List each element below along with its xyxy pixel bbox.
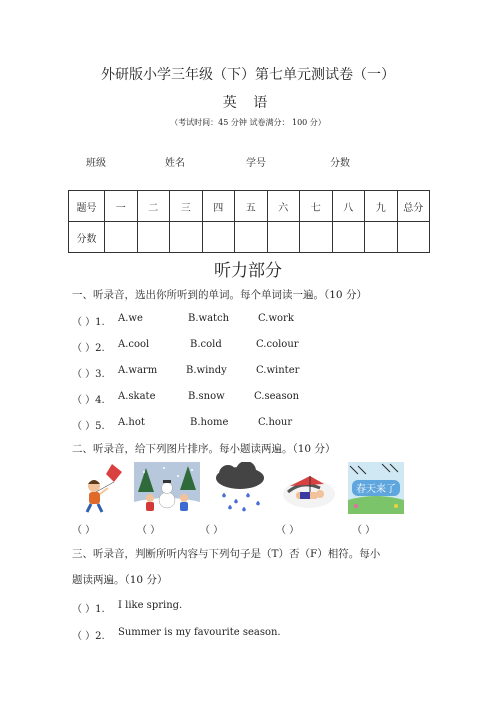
- table-column-header: 九: [365, 191, 398, 222]
- option-c: C.work: [258, 313, 294, 324]
- snowman-picture: [134, 462, 200, 514]
- score-cell[interactable]: [332, 222, 365, 253]
- score-table: [68, 190, 430, 253]
- answer-blank[interactable]: （ ）: [352, 525, 376, 536]
- score-cell[interactable]: [365, 222, 398, 253]
- score-label: 分数: [330, 158, 350, 169]
- option-a: A.we: [118, 313, 143, 324]
- option-c: C.winter: [256, 365, 300, 376]
- section3-heading-continued: 题读两遍。（10 分）: [72, 574, 168, 586]
- option-b: B.home: [190, 417, 229, 428]
- listening-section-title: 听力部分: [214, 261, 282, 281]
- option-a: A.hot: [118, 417, 145, 428]
- score-cell[interactable]: [397, 222, 430, 253]
- section1-heading: 一、听录音，选出你所听到的单词。每个单词读一遍。（10 分）: [72, 289, 367, 301]
- table-column-header: 四: [202, 191, 235, 222]
- answer-blank[interactable]: （ ）: [72, 525, 96, 536]
- statement-text: I like spring.: [118, 600, 183, 611]
- question-number: （ ）4.: [72, 395, 105, 406]
- kite-flying-picture: [72, 462, 128, 514]
- statement-text: Summer is my favourite season.: [118, 627, 281, 638]
- spring-picture: [348, 462, 404, 514]
- answer-blank[interactable]: （ ）: [276, 525, 300, 536]
- table-column-header: 五: [235, 191, 268, 222]
- score-cell[interactable]: [137, 222, 170, 253]
- section3-heading: 三、听录音，判断所听内容与下列句子是（T）否（F）相符。每小: [72, 548, 381, 560]
- option-b: B.snow: [188, 391, 225, 402]
- question-number: （ ）3.: [72, 369, 105, 380]
- score-cell[interactable]: [267, 222, 300, 253]
- option-c: C.colour: [256, 339, 299, 350]
- subject-title: 英 语: [222, 95, 274, 111]
- picture-row: [72, 462, 412, 514]
- table-row-label: 题号: [69, 191, 105, 222]
- score-cell[interactable]: [235, 222, 268, 253]
- option-b: B.windy: [186, 365, 227, 376]
- option-b: B.watch: [188, 313, 230, 324]
- option-c: C.hour: [258, 417, 293, 428]
- score-cell[interactable]: [202, 222, 235, 253]
- name-label: 姓名: [165, 158, 185, 169]
- question-number: （ ）1.: [72, 317, 105, 328]
- option-a: A.cool: [118, 339, 150, 350]
- section2-heading: 二、听录音，给下列图片排序。每小题读两遍。（10 分）: [72, 443, 336, 455]
- sunbathing-picture: [280, 462, 338, 514]
- score-cell[interactable]: [105, 222, 138, 253]
- table-column-header: 二: [137, 191, 170, 222]
- score-table-header-row: [69, 191, 430, 222]
- option-b: B.cold: [190, 339, 222, 350]
- table-column-header: 总分: [397, 191, 430, 222]
- table-column-header: 一: [105, 191, 138, 222]
- spring-banner-text: 春天来了: [356, 484, 396, 495]
- table-column-header: 三: [170, 191, 203, 222]
- option-c: C.season: [254, 391, 300, 402]
- table-column-header: 八: [332, 191, 365, 222]
- exam-note: （考试时间：45 分钟 试卷满分： 100 分）: [170, 118, 326, 127]
- score-cell[interactable]: [300, 222, 333, 253]
- table-column-header: 七: [300, 191, 333, 222]
- score-table-score-row: [69, 222, 430, 253]
- answer-blank[interactable]: （ ）: [200, 525, 224, 536]
- question-number: （ ）5.: [72, 421, 105, 432]
- table-row-label: 分数: [69, 222, 105, 253]
- class-label: 班级: [86, 158, 106, 169]
- question-number: （ ）2.: [72, 343, 105, 354]
- question-number: （ ）1.: [72, 604, 105, 615]
- student-id-label: 学号: [246, 158, 266, 169]
- answer-blank[interactable]: （ ）: [137, 525, 161, 536]
- rain-cloud-picture: [210, 462, 270, 514]
- question-number: （ ）2.: [72, 631, 105, 642]
- score-cell[interactable]: [170, 222, 203, 253]
- page-title: 外研版小学三年级（下）第七单元测试卷（一）: [101, 67, 395, 83]
- table-column-header: 六: [267, 191, 300, 222]
- option-a: A.warm: [118, 365, 158, 376]
- option-a: A.skate: [118, 391, 156, 402]
